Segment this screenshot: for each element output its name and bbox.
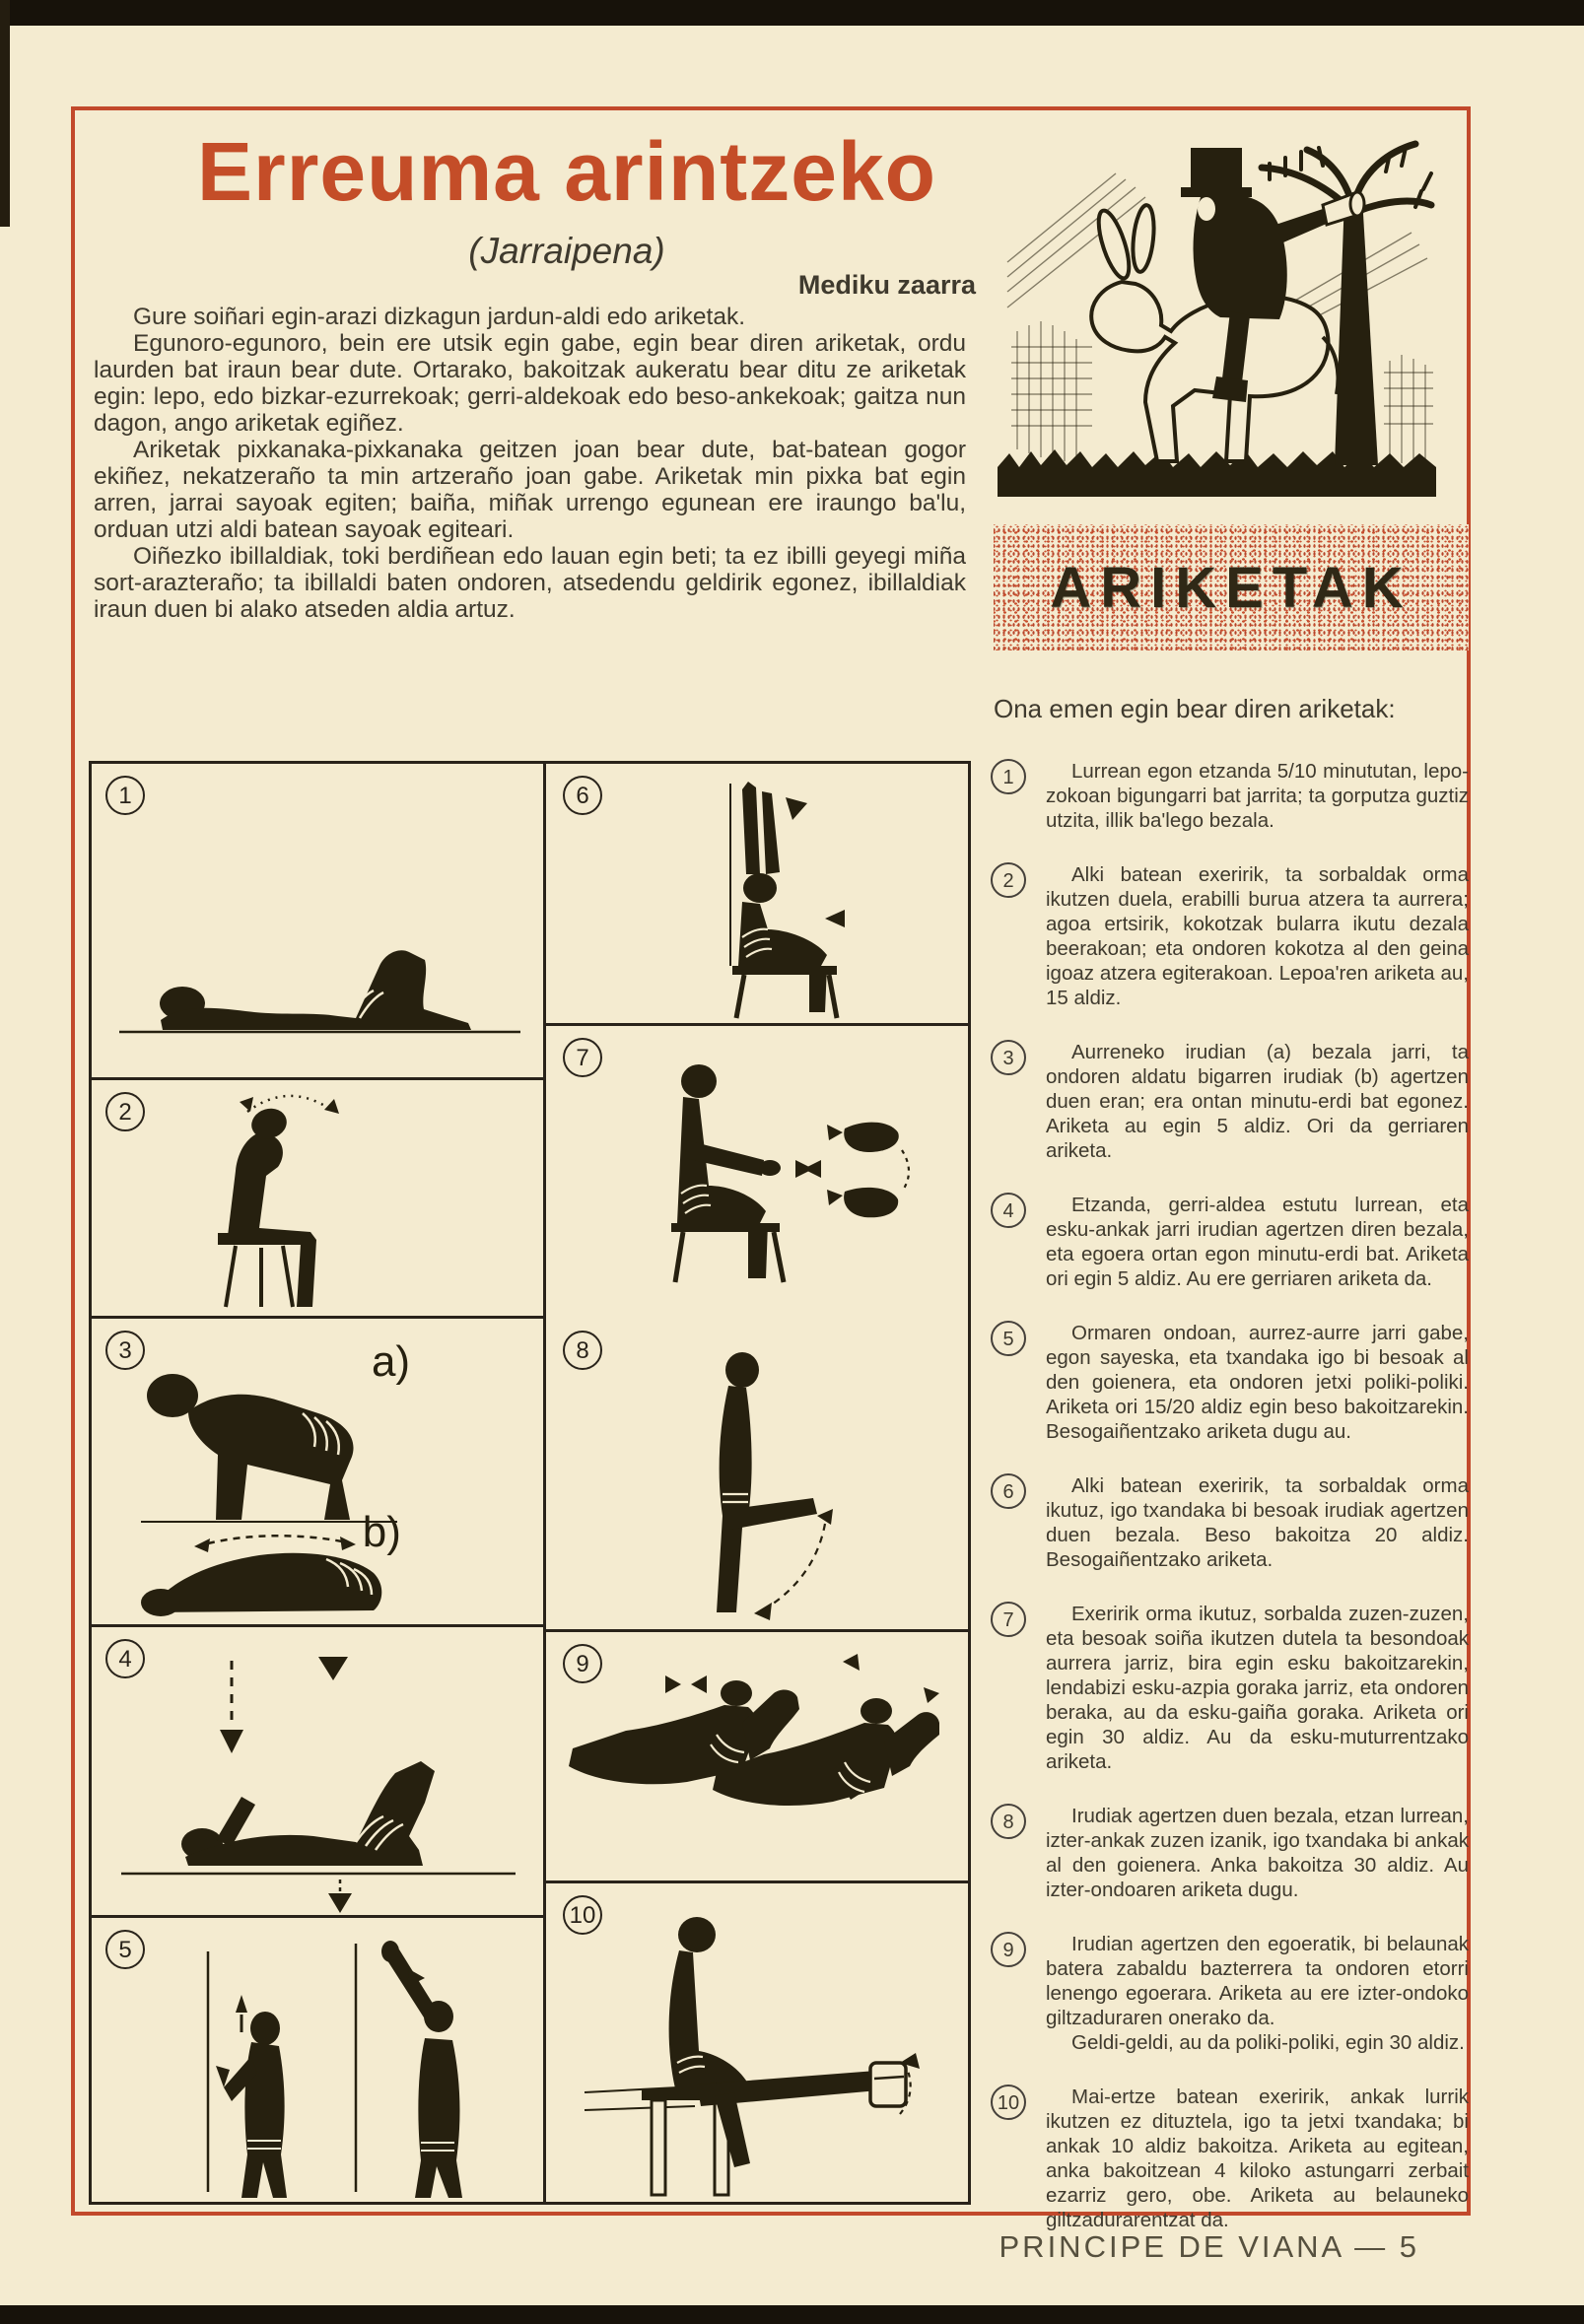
exercise-text: Irudiak agertzen duen bezala, etzan lurrean, izter-ankak zuzen izanik, igo txandaka bi ankak al den goienera. Anka bakoitza 30 aldiz. Au izter-ondoaren ariketa dugu. [1046, 1805, 1469, 1901]
figure-number-badge: 2 [105, 1092, 145, 1131]
exercise-9-figure [549, 1632, 968, 1880]
exercise-4-figure [92, 1627, 543, 1915]
exercise-text: Etzanda, gerri-aldea estutu lurrean, eta esku-ankak jarri irudian agertzen diren bezala, eta egoera ortan egon minutu-erdi bat. Ariketa ori egin 5 aldiz. Au ere gerriaren ariketa da. [1046, 1194, 1469, 1290]
exercise-text-extra: Geldi-geldi, au da poliki-poliki, egin 30 aldiz. [1071, 2031, 1465, 2054]
exercise-item [991, 1804, 1469, 1902]
exercise-item [991, 862, 1469, 1010]
figure-number-badge: 6 [563, 776, 602, 815]
banner-label: ARIKETAK [1050, 555, 1412, 620]
item-number-badge: 6 [991, 1473, 1026, 1509]
figure-cell [549, 1883, 968, 2202]
intro-paragraph: Ariketak pixkanaka-pixkanaka geitzen joan bear dute, bat-batean gogor ekiñez, nekatzeraño ta min artzeraño joan gabe. Ariketak min pixka bat egin arren, jarrai sayoak egiten; baiña, miñak urrengo egunean ere iraungo ba'lu, orduan utzi aldi batean sayoak egiteari. [94, 437, 966, 543]
figure-cell [92, 1627, 543, 1915]
figure-number-badge: 9 [563, 1644, 602, 1683]
figure-number-badge: 7 [563, 1038, 602, 1077]
exercise-2-figure [92, 1080, 543, 1316]
exercise-8-figure [549, 1319, 968, 1629]
exercise-item [991, 1932, 1469, 2055]
exercise-5-figure [92, 1918, 543, 2202]
exercise-6-figure [549, 764, 968, 1023]
figure-number-badge: 5 [105, 1930, 145, 1969]
figure-number-badge: 10 [563, 1895, 602, 1935]
exercise-3-figure [92, 1319, 543, 1624]
figure-cell [549, 1319, 968, 1629]
figure-number-badge: 4 [105, 1639, 145, 1678]
grid-divider [543, 764, 546, 2202]
scan-top-bar [0, 0, 1584, 26]
item-number-badge: 3 [991, 1040, 1026, 1075]
exercise-text: Ormaren ondoan, aurrez-aurre jarri gabe, egon sayeska, eta txandaka igo bi besoak al den goienera, eta ondoren jetxi poliki-poliki. Ariketa ori 15/20 aldiz egin beso bakoitzarekin. Besogaiñentzako ariketa dugu au. [1046, 1322, 1469, 1443]
doctor-on-donkey-illustration [998, 114, 1436, 497]
exercise-text: Exeririk orma ikutuz, sorbalda zuzen-zuzen, eta besoak soiña ikutzen dutela ta besondoak aurrera jarriz, bira egin esku bakoitzarekin, lendabizi esku-azpia goraka jarriz, eta ondoren beraka, au da esku-gaiña goraka. Ariketa ori egin 30 aldiz. Au da esku-muturrentzako ariketa. [1046, 1603, 1469, 1773]
figure-number-badge: 3 [105, 1331, 145, 1370]
figure-number-badge: 1 [105, 776, 145, 815]
exercise-text: Irudian agertzen den egoeratik, bi belaunak batera zabaldu bazterrera ta ondoren etorri lenengo egoerara. Ariketa au ere izter-ondoko giltzaduraren onerako da. [1046, 1933, 1469, 2029]
exercise-list [991, 759, 1469, 2232]
intro-paragraph: Egunoro-egunoro, bein ere utsik egin gabe, egin bear diren ariketak, ordu laurden bat iraun bear dute. Ortarako, bakoitzak aukeratu bear ditu ze ariketak egin: lepo, edo bizkar-ezurrekoak; gerri-aldekoak edo beso-ankekoak; gaitza nun dagon, ango ariketak egiñez. [94, 330, 966, 437]
figure-cell [92, 764, 543, 1077]
item-number-badge: 10 [991, 2085, 1026, 2120]
item-number-badge: 7 [991, 1602, 1026, 1637]
item-number-badge: 9 [991, 1932, 1026, 1967]
item-number-badge: 2 [991, 862, 1026, 898]
exercise-7-figure [549, 1026, 968, 1316]
exercise-text: Alki batean exeririk, ta sorbaldak orma ikutuz, igo txandaka bi besoak irudiak agertzen duen bezala. Beso bakoitza 20 aldiz. Besogaiñentzako ariketa. [1046, 1474, 1469, 1571]
ariketak-banner [994, 524, 1469, 650]
exercise-item [991, 1193, 1469, 1291]
intro-paragraph: Oiñezko ibillaldiak, toki berdiñean edo lauan egin beti; ta ez ibilli geyegi miña sort-arazteraño; ta ibillaldi baten ondoren, atsedendu geldirik egonez, ibillaldiak iraun duen bi alako atseden aldia artuz. [94, 543, 966, 623]
item-number-badge: 8 [991, 1804, 1026, 1839]
figure-cell [549, 764, 968, 1023]
exercise-item [991, 1473, 1469, 1572]
item-number-badge: 5 [991, 1321, 1026, 1356]
pose-b-label: b) [362, 1508, 401, 1557]
scan-bottom-bar [0, 2305, 1584, 2324]
exercise-figure-grid [89, 761, 971, 2205]
exercise-10-figure [549, 1883, 968, 2202]
exercise-item [991, 1321, 1469, 1444]
subtitle: (Jarraipena) [468, 231, 665, 271]
page-footer: PRINCIPE DE VIANA — 5 [999, 2229, 1419, 2264]
scan-left-edge [0, 0, 10, 227]
exercise-text: Alki batean exeririk, ta sorbaldak orma ikutzen duela, erabilli burua atzera ta aurrera; agoa ertsirik, kokotzak bularra ikutu dezala beerakoan; eta ondoren kokotza al den geina igoaz atzera egiterakoan. Lepoa'ren ariketa au, 15 aldiz. [1046, 863, 1469, 1009]
exercise-item [991, 1040, 1469, 1163]
exercise-item [991, 2085, 1469, 2232]
item-number-badge: 1 [991, 759, 1026, 794]
figure-cell [92, 1319, 543, 1624]
figure-cell [92, 1918, 543, 2202]
exercise-1-figure [92, 764, 543, 1077]
exercises-heading: Ona emen egin bear diren ariketak: [994, 694, 1396, 723]
figure-cell [549, 1026, 968, 1316]
exercise-item [991, 1602, 1469, 1774]
figure-cell [92, 1080, 543, 1316]
item-number-badge: 4 [991, 1193, 1026, 1228]
figure-number-badge: 8 [563, 1331, 602, 1370]
exercise-item [991, 759, 1469, 833]
figure-cell [549, 1632, 968, 1880]
byline: Mediku zaarra [797, 270, 976, 300]
exercise-text: Aurreneko irudian (a) bezala jarri, ta ondoren aldatu bigarren irudiak (b) agertzen duen eran; era ontan minutu-erdi bat egonez. Ariketa au egin 5 aldiz. Ori da gerriaren ariketa. [1046, 1041, 1469, 1162]
exercise-text: Mai-ertze batean exeririk, ankak lurrik ikutzen ez dituztela, igo ta jetxi txandaka; bi ankak 10 aldiz bakoitza. Ariketa au egitean, anka bakoitzean 4 kiloko astungarri zerbait ezarriz gero, obe. Ariketa au belauneko giltzadurarentzat da. [1046, 2085, 1469, 2231]
pose-a-label: a) [371, 1336, 411, 1386]
intro-paragraph: Gure soiñari egin-arazi dizkagun jardun-aldi edo ariketak. [133, 304, 746, 330]
page-title: Erreuma arintzeko [197, 125, 936, 218]
intro-text [94, 304, 966, 623]
exercise-text: Lurrean egon etzanda 5/10 minututan, lepo-zokoan bigungarri bat jarrita; ta gorputza guztiz utzita, illik ba'lego bezala. [1046, 760, 1469, 832]
